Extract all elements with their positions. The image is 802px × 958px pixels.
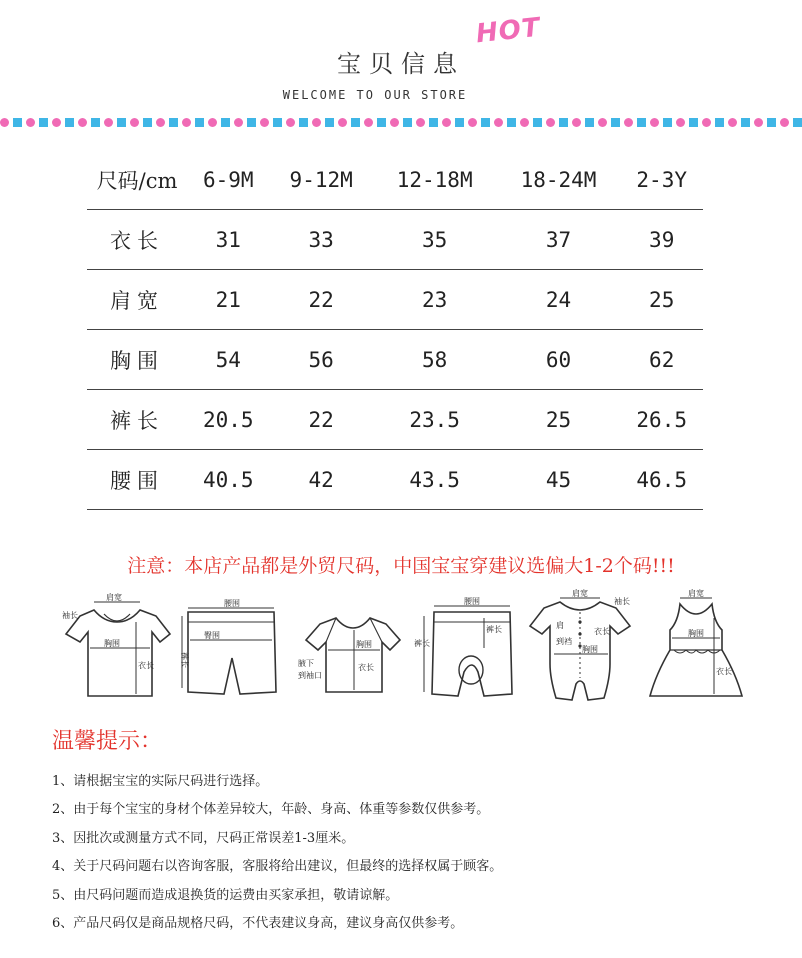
divider-dot (26, 118, 35, 127)
divider-dot (234, 118, 243, 127)
tips-title: 温馨提示： (52, 729, 163, 754)
divider-dot (156, 118, 165, 127)
table-row (87, 270, 703, 330)
size-column-header: 12-18M (373, 150, 497, 210)
pants-diagram-icon (414, 588, 524, 706)
divider-dot (13, 118, 22, 127)
diagram-label: 肩 (556, 621, 564, 630)
welcome-subtitle: WELCOME TO OUR STORE (282, 88, 468, 102)
divider-dot (572, 118, 581, 127)
diagram-label: 肩宽 (572, 589, 588, 598)
divider-dot (182, 118, 191, 127)
table-cell: 62 (620, 330, 703, 390)
table-cell: 21 (187, 270, 270, 330)
diagram-label: 到袖口 (298, 671, 322, 680)
divider-dot (494, 118, 503, 127)
divider-dot (312, 118, 321, 127)
table-cell: 20.5 (187, 390, 270, 450)
divider-dot (273, 118, 282, 127)
table-row (87, 390, 703, 450)
measurement-diagrams (52, 588, 752, 706)
table-cell: 24 (497, 270, 621, 330)
table-cell: 56 (270, 330, 373, 390)
divider-dot (260, 118, 269, 127)
diagram-label: 裤长 (486, 625, 502, 634)
divider-dot (52, 118, 61, 127)
table-cell: 22 (270, 270, 373, 330)
divider-dot (741, 118, 750, 127)
divider-dot (689, 118, 698, 127)
divider-dot (793, 118, 802, 127)
measure-label: 裤长 (87, 390, 187, 450)
divider-dot (429, 118, 438, 127)
diagram-label: 腋下 (298, 659, 314, 668)
hot-badge: HOT (474, 12, 543, 50)
tips-list (52, 768, 502, 938)
divider-dot (195, 118, 204, 127)
page-title: 宝贝信息 (337, 50, 465, 78)
size-table (87, 150, 703, 510)
divider-dot (143, 118, 152, 127)
size-header-label: 尺码/cm (87, 150, 187, 210)
table-cell: 54 (187, 330, 270, 390)
divider-dot (286, 118, 295, 127)
divider-dot (208, 118, 217, 127)
divider-dot (546, 118, 555, 127)
table-cell: 33 (270, 210, 373, 270)
diagram-label: 衣长 (594, 627, 610, 636)
list-item: 1、请根据宝宝的实际尺码进行选择。 (52, 774, 269, 789)
diagram-label: 袖长 (62, 611, 78, 620)
list-item: 2、由于每个宝宝的身材个体差异较大，年龄、身高、体重等参数仅供参考。 (52, 802, 490, 818)
divider-dot (39, 118, 48, 127)
divider-dot (65, 118, 74, 127)
divider-dot (325, 118, 334, 127)
divider-dot (715, 118, 724, 127)
divider-dot (442, 118, 451, 127)
divider-dot (104, 118, 113, 127)
table-cell: 26.5 (620, 390, 703, 450)
divider-dot (247, 118, 256, 127)
list-item: 6、产品尺码仅是商品规格尺码，不代表建议身高，建议身高仅供参考。 (52, 915, 464, 931)
table-cell: 46.5 (620, 450, 703, 510)
table-cell: 23.5 (373, 390, 497, 450)
divider-dot (455, 118, 464, 127)
table-cell: 43.5 (373, 450, 497, 510)
diagram-label: 腰围 (224, 599, 240, 608)
table-cell: 60 (497, 330, 621, 390)
diagram-label: 臀围 (204, 631, 220, 640)
table-cell: 39 (620, 210, 703, 270)
measure-label: 衣长 (87, 210, 187, 270)
table-cell: 22 (270, 390, 373, 450)
divider-dot (637, 118, 646, 127)
table-cell: 25 (497, 390, 621, 450)
diagram-label: 腰围 (464, 597, 480, 606)
divider-dot (351, 118, 360, 127)
divider-dot (416, 118, 425, 127)
diagram-label: 胸围 (582, 645, 598, 654)
divider-dot (780, 118, 789, 127)
diagram-label: 肩宽 (106, 593, 122, 602)
diagram-label: 衣长 (358, 663, 374, 672)
diagram-label: 裤长 (180, 652, 189, 668)
divider-dot (364, 118, 373, 127)
raglan-tee-diagram-icon (296, 588, 404, 706)
divider-dot (338, 118, 347, 127)
divider-dot (481, 118, 490, 127)
list-item: 5、由尺码问题而造成退换货的运费由买家承担，敬请谅解。 (52, 887, 399, 903)
divider-dot (702, 118, 711, 127)
diagram-label: 肩宽 (688, 589, 704, 598)
divider-dot (754, 118, 763, 127)
divider-dot (520, 118, 529, 127)
dress-diagram-icon (644, 588, 748, 706)
divider-dot (377, 118, 386, 127)
list-item: 4、关于尺码问题右以咨询客服，客服将给出建议，但最终的选择权属于顾客。 (52, 859, 503, 875)
table-row (87, 450, 703, 510)
table-cell: 45 (497, 450, 621, 510)
tshirt-diagram-icon (60, 588, 172, 706)
diagram-label: 裤长 (414, 639, 430, 648)
divider-dot (507, 118, 516, 127)
divider-dot (559, 118, 568, 127)
divider-dot (611, 118, 620, 127)
divider-dot (169, 118, 178, 127)
size-table-header-row (87, 150, 703, 210)
diagram-label: 衣长 (716, 667, 732, 676)
divider-dot (624, 118, 633, 127)
divider-dot (403, 118, 412, 127)
divider-dot (676, 118, 685, 127)
divider-dot (390, 118, 399, 127)
table-cell: 35 (373, 210, 497, 270)
shorts-diagram-icon (178, 588, 284, 706)
table-cell: 40.5 (187, 450, 270, 510)
table-cell: 58 (373, 330, 497, 390)
divider-dot (663, 118, 672, 127)
divider-dot (468, 118, 477, 127)
size-column-header: 9-12M (270, 150, 373, 210)
measure-label: 腰围 (87, 450, 187, 510)
diagram-label: 胸围 (104, 639, 120, 648)
table-cell: 37 (497, 210, 621, 270)
table-row (87, 330, 703, 390)
divider-dot (91, 118, 100, 127)
diagram-label: 袖长 (614, 597, 630, 606)
measure-label: 胸围 (87, 330, 187, 390)
divider-dot (533, 118, 542, 127)
divider-dot (299, 118, 308, 127)
table-row (87, 210, 703, 270)
diagram-label: 胸围 (356, 640, 372, 649)
size-notice (0, 551, 802, 578)
divider-dot (117, 118, 126, 127)
divider-dot (0, 118, 9, 127)
notice-label: 注意： (127, 555, 185, 577)
divider-dot (598, 118, 607, 127)
size-column-header: 6-9M (187, 150, 270, 210)
measure-label: 肩宽 (87, 270, 187, 330)
notice-text: 本店产品都是外贸尺码，中国宝宝穿建议选偏大1-2个码!!! (184, 555, 675, 577)
divider-dot (221, 118, 230, 127)
size-column-header: 2-3Y (620, 150, 703, 210)
divider-dot (130, 118, 139, 127)
divider-dot (728, 118, 737, 127)
romper-diagram-icon (524, 588, 634, 706)
dot-divider (0, 116, 802, 128)
table-cell: 42 (270, 450, 373, 510)
diagram-label: 衣长 (138, 661, 154, 670)
diagram-label: 胸围 (688, 629, 704, 638)
list-item: 3、因批次或测量方式不同，尺码正常误差1-3厘米。 (52, 830, 355, 846)
divider-dot (585, 118, 594, 127)
divider-dot (767, 118, 776, 127)
diagram-label: 到裆 (556, 637, 572, 646)
table-cell: 23 (373, 270, 497, 330)
table-cell: 31 (187, 210, 270, 270)
size-column-header: 18-24M (497, 150, 621, 210)
divider-dot (78, 118, 87, 127)
table-cell: 25 (620, 270, 703, 330)
divider-dot (650, 118, 659, 127)
